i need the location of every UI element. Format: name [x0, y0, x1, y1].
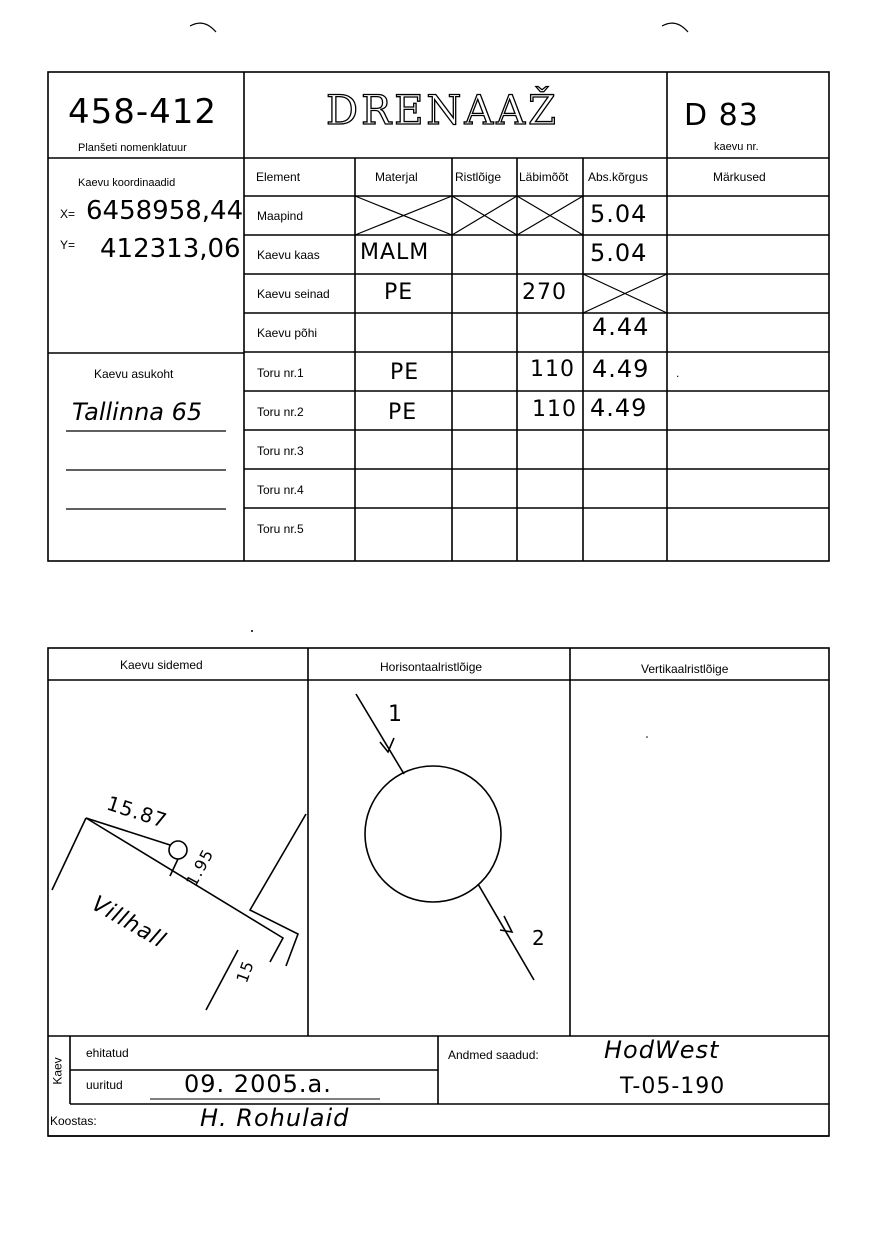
vertical-section-label: Vertikaalristlõige [641, 662, 729, 676]
location-value: Tallinna 65 [72, 398, 203, 426]
location-label: Kaevu asukoht [94, 367, 174, 381]
pipe-2-label: 2 [532, 926, 546, 950]
top-form-grid [0, 0, 874, 580]
row-element: Toru nr.4 [257, 483, 304, 497]
well-number-label: kaevu nr. [714, 141, 759, 153]
row-material: PE [384, 280, 414, 305]
row-element: Toru nr.1 [257, 366, 304, 380]
horizontal-section-drawing [308, 680, 570, 1036]
horizontal-section-label: Horisontaalristlõige [380, 660, 483, 674]
row-abs-height: 5.04 [590, 200, 648, 228]
row-element: Kaevu kaas [257, 248, 320, 262]
row-diameter: 110 [530, 357, 575, 382]
compiled-label: Koostas: [50, 1114, 97, 1128]
col-header-notes: Märkused [713, 170, 766, 184]
coordinates-label: Kaevu koordinaadid [78, 177, 176, 189]
col-header-diameter: Läbimõõt [519, 170, 569, 184]
y-label: Y= [60, 238, 76, 252]
row-element: Kaevu seinad [257, 287, 330, 301]
tie-distance-3: 15 [232, 957, 258, 986]
row-notes: . [676, 366, 680, 380]
row-element: Toru nr.5 [257, 522, 304, 536]
pipe-1-label: 1 [388, 702, 403, 727]
row-element: Toru nr.2 [257, 405, 304, 419]
row-abs-height: 5.04 [590, 239, 648, 267]
row-diameter: 270 [522, 280, 567, 305]
col-header-abs-height: Abs.kõrgus [588, 170, 649, 184]
row-abs-height: 4.49 [592, 355, 650, 383]
row-material: PE [388, 400, 418, 425]
ties-sketch [48, 680, 308, 1036]
row-abs-height: 4.44 [592, 313, 650, 341]
sheet-number: 458-412 [68, 92, 218, 132]
building-label: Villhall [87, 891, 170, 954]
compiled-value: H. Rohulaid [200, 1104, 350, 1132]
side-label: Kaev [50, 1057, 65, 1085]
page-title: DRENAAŽ [326, 88, 559, 134]
sheet-number-label: Planšeti nomenklatuur [78, 142, 187, 154]
well-number: D 83 [684, 98, 759, 133]
row-material: MALM [360, 240, 430, 265]
col-header-cross-section: Ristlõige [455, 170, 502, 184]
data-from-code: T-05-190 [620, 1074, 726, 1099]
row-diameter: 110 [532, 397, 577, 422]
row-material: PE [390, 360, 420, 385]
col-header-element: Element [256, 170, 301, 184]
built-label: ehitatud [86, 1046, 129, 1060]
x-label: X= [60, 207, 76, 221]
row-element: Toru nr.3 [257, 444, 304, 458]
row-element: Maapind [257, 209, 304, 223]
ties-label: Kaevu sidemed [120, 658, 203, 672]
col-header-material: Materjal [375, 170, 418, 184]
x-coordinate: 6458958,44 [86, 196, 244, 226]
data-from-value: HodWest [604, 1036, 720, 1064]
row-element: Kaevu põhi [257, 326, 318, 340]
renewed-label: uuritud [86, 1078, 123, 1092]
y-coordinate: 412313,06 [100, 234, 241, 264]
data-from-label: Andmed saadud: [448, 1048, 539, 1062]
tie-distance-2: 1.95 [182, 845, 218, 890]
renewed-value: 09. 2005.a. [184, 1070, 332, 1098]
row-abs-height: 4.49 [590, 394, 648, 422]
tie-distance-1: 15.87 [103, 790, 171, 834]
